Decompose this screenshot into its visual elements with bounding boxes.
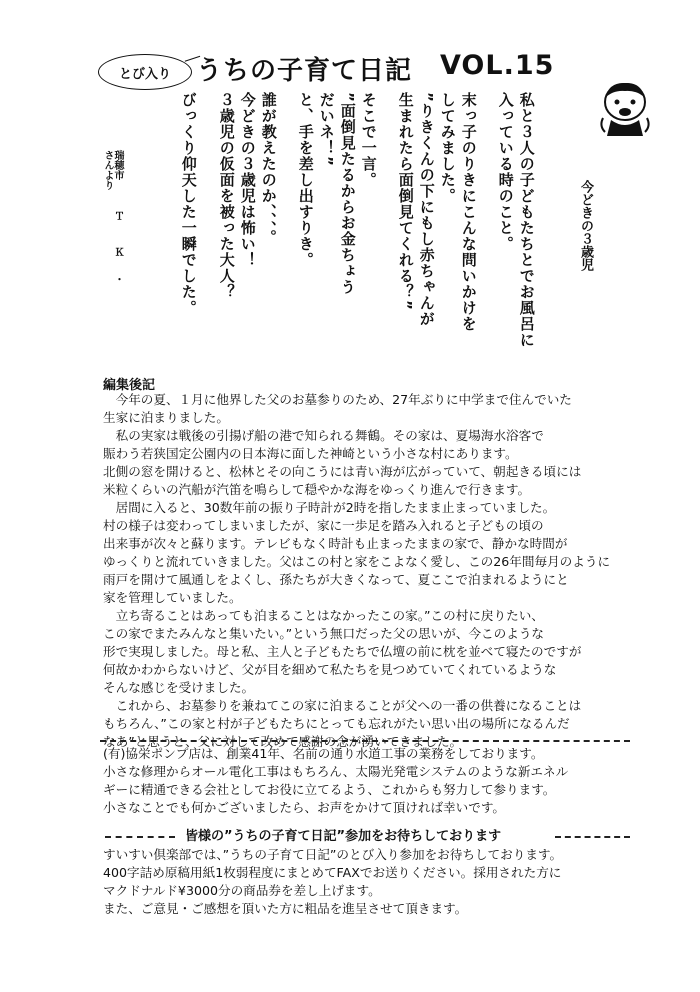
editor-note-line: 村の様子は変わってしまいましたが、家に一歩足を踏み入れると子どもの頃の: [103, 518, 544, 533]
company-line: 小さなことでも何かございましたら、お声をかけて頂ければ幸いです。: [103, 800, 505, 815]
diary-column-8: ”面倒見たるからお金ちょう: [338, 92, 357, 295]
editor-note-line: 居間に入ると、30数年前の振り子時計が2時を指したまま止まっていました。: [103, 500, 556, 515]
author-credit: [100, 150, 122, 320]
editor-note-line: 雨戸を開けて風通しをよくし、孫たちが大きくなって、夏ここで泊まれるようにと: [103, 572, 569, 587]
author-city: 瑞穂市: [112, 150, 123, 180]
diary-column-12: 今どきの３歳児は怖い！: [238, 92, 257, 268]
diary-column-11: 誰が教えたのか、、、。: [259, 92, 278, 246]
bubble-label: とび入り: [118, 66, 171, 82]
diary-column-10: と、手を差し出すりき。: [296, 92, 315, 268]
page-title: うちの子育て日記: [196, 56, 413, 86]
editor-note-line: そんな感じを受けました。: [103, 680, 255, 695]
author-initial-k: Ｋ: [112, 246, 123, 257]
company-line: ギーに精通できる会社としてお役に立てるよう、これからも努力して参ります。: [103, 782, 556, 797]
diary-column-7: そこで一言。: [359, 92, 378, 188]
call-line: また、ご意見・ご感想を頂いた方に粗品を進呈させて頂きます。: [103, 901, 468, 916]
diary-column-14: びっくり仰天した一瞬でした。: [179, 92, 198, 316]
editor-note-line: 何故かわからないけど、父が目を細めて私たちを見つめていてくれているような: [103, 662, 557, 677]
editor-note-line: もちろん、”この家と村が子どもたちにとっても忘れがたい思い出の場所になるんだ: [103, 716, 570, 731]
diary-column-6: 生まれたら面倒見てくれる？”: [396, 92, 415, 311]
diary-column-4: してみました。: [438, 92, 457, 204]
call-body: [103, 846, 643, 918]
editor-note-body: [103, 391, 643, 751]
call-divider-left: [105, 836, 175, 838]
company-line: 小さな修理からオール電化工事はもちろん、太陽光発電システムのような新エネル: [103, 764, 569, 779]
editor-note-line: 出来事が次々と蘇ります。テレビもなく時計も止まったままの家で、静かな時間が: [103, 536, 568, 551]
call-line: 400字詰め原稿用紙1枚弱程度にまとめてFAXでお送りください。採用された方に: [103, 865, 562, 880]
editor-note-line: 形で実現しました。母と私、主人と子どもたちで仏壇の前に枕を並べて寝たのですが: [103, 644, 582, 659]
editor-note-line: 北側の窓を開けると、松林とその向こうには青い海が広がっていて、朝起きる頃には: [103, 464, 582, 479]
company-info: [103, 745, 643, 817]
diary-column-3: 末っ子のりきにこんな問いかけを: [459, 92, 478, 332]
editor-note-title: 編集後記: [103, 378, 156, 393]
diary-column-1: 私と３人の子どもたちとでお風呂に: [517, 92, 536, 348]
editor-note-line: 賑わう若狭国定公園内の日本海に面した神崎という小さな村にあります。: [103, 446, 518, 461]
editor-note-line: 家を管理していました。: [103, 590, 242, 605]
diary-column-2: 入っている時のこと。: [496, 92, 515, 252]
tobiiri-speech-bubble: [98, 54, 192, 90]
call-title: 皆様の”うちの子育て日記”参加をお待ちしております: [185, 829, 502, 844]
editor-note-line: ゆっくりと流れていきました。父はこの村と家をこよなく愛し、この26年間毎月のように: [103, 554, 611, 569]
diary-column-9: だいネ！”: [317, 92, 336, 167]
editor-note-line: 今年の夏、１月に他界した父のお墓参りのため、27年ぶりに中学まで住んでいた: [103, 392, 572, 407]
editor-note-line: これから、お墓参りを兼ねてこの家に泊まることが父への一番の供養になることは: [103, 698, 582, 713]
author-dot: ・: [112, 274, 123, 285]
diary-column-13: ３歳児の仮面を被った大人？: [217, 92, 236, 300]
call-line: すいすい倶楽部では、”うちの子育て日記”のとび入り参加をお待ちしております。: [103, 847, 563, 862]
call-line: マクドナルド¥3000分の商品券を差し上げます。: [103, 883, 381, 898]
company-line: (有)協栄ポンプ店は、創業41年、名前の通り水道工事の業務をしております。: [103, 746, 544, 761]
diary-column-5: ”りきくんの下にもし赤ちゃんが: [417, 92, 436, 327]
editor-note-line: なあ”と思うと、父に対して改めて感謝の念が湧いてきました。: [103, 734, 463, 749]
section-divider: [100, 740, 630, 742]
diary-caption: 今どきの３歳児: [578, 180, 593, 271]
author-suffix: さんより: [102, 150, 113, 190]
editor-note-line: 立ち寄ることはあっても泊まることはなかったこの家。”この村に戻りたい、: [103, 608, 544, 623]
editor-note-line: この家でまたみんなと集いたい。”という無口だった父の思いが、今このような: [103, 626, 545, 641]
author-initial-t: Ｔ: [112, 211, 123, 222]
crying-child-icon: [597, 78, 653, 138]
editor-note-line: 生家に泊まりました。: [103, 410, 229, 425]
editor-note-line: 米粒くらいの汽船が汽笛を鳴らして穏やかな海をゆっくり進んで行きます。: [103, 482, 531, 497]
call-divider-right: [555, 836, 630, 838]
editor-note-line: 私の実家は戦後の引揚げ船の港で知られる舞鶴。その家は、夏場海水浴客で: [103, 428, 544, 443]
volume-number: VOL.15: [440, 50, 555, 81]
